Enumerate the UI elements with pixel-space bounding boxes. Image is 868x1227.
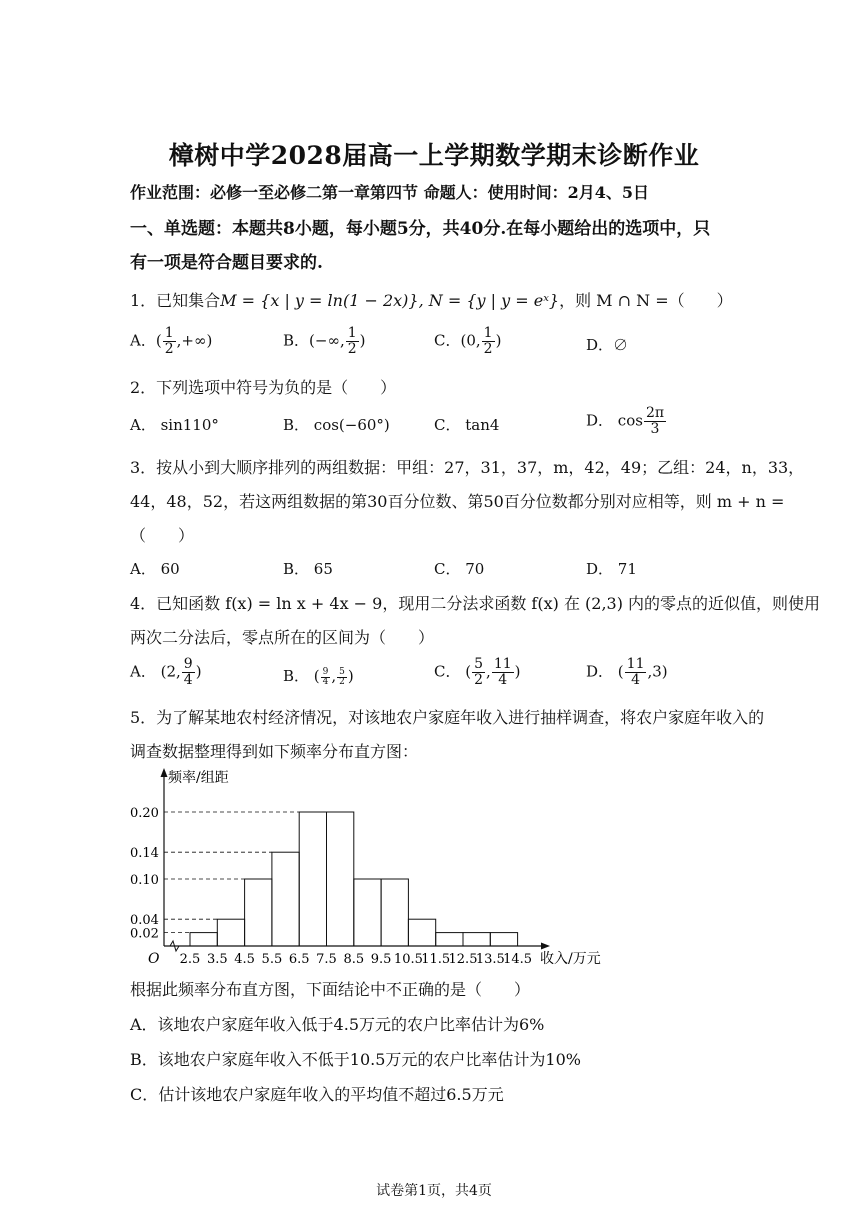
x-tick-label: 7.5 [316, 952, 337, 967]
q1-option-b-num: 1 [347, 325, 357, 341]
q4-option-d-label: D． ( [586, 662, 624, 681]
q2-option-d-fraction [644, 406, 666, 437]
q4-option-b [283, 665, 354, 687]
q1-option-b-den: 2 [347, 341, 357, 357]
x-tick-label: 12.5 [448, 952, 478, 967]
q1-option-b [283, 326, 366, 357]
page-title: 樟树中学2028届高一上学期数学期末诊断作业 [168, 141, 700, 170]
x-tick-label: 2.5 [179, 952, 201, 967]
question-3-line-2: 44，48，52，若这两组数据的第30百分位数、第50百分位数都分别对应相等，则 m + n = [130, 492, 785, 511]
q2-option-d [586, 406, 667, 437]
y-tick-label: 0.20 [130, 806, 159, 821]
q3-option-c: C． 70 [434, 560, 485, 578]
q1-option-b-left: (−∞, [309, 331, 345, 350]
q1-option-b-right: ) [359, 331, 366, 350]
q1-option-d-label: D． [586, 336, 614, 354]
question-5-prompt: 根据此频率分布直方图，下面结论中不正确的是（ ） [130, 980, 531, 999]
q4-option-a-label: A． (2, [130, 662, 181, 681]
q1-option-c-den: 2 [483, 341, 493, 357]
q3-option-d: D． 71 [586, 560, 637, 578]
q4-option-b-n2: 5 [339, 666, 345, 677]
x-tick-labels [180, 952, 532, 967]
q4-option-a-num: 9 [183, 656, 193, 672]
q1-option-c-left: (0, [460, 331, 481, 350]
q4-option-c-label: C． ( [434, 662, 472, 681]
q1-option-c-num: 1 [483, 325, 493, 341]
q1-option-a-den: 2 [164, 341, 174, 357]
question-5-line-2: 调查数据整理得到如下频率分布直方图： [130, 742, 419, 761]
histogram-bar [327, 812, 354, 946]
histogram-bar [490, 933, 517, 946]
x-tick-label: 3.5 [206, 952, 228, 967]
q4-option-c-fraction-1 [472, 657, 485, 688]
histogram-bar [436, 933, 463, 946]
histogram-bar [299, 812, 326, 946]
q1-tail: ，则 M ∩ N =（ ） [559, 291, 733, 310]
q4-option-b-fraction-2 [337, 668, 347, 687]
q3-option-b: B． 65 [283, 560, 333, 578]
section-header-line-2: 有一项是符合题目要求的. [130, 253, 323, 273]
question-5-line-1: 5．为了解某地农村经济情况，对该地农户家庭年收入进行抽样调查，将农户家庭年收入的 [130, 708, 765, 727]
q5-option-b: B．该地农户家庭年收入不低于10.5万元的农户比率估计为10% [130, 1050, 581, 1069]
q1-option-a-left: ( [155, 331, 162, 350]
histogram-bar [408, 919, 435, 946]
q2-option-b: B． cos(−60°) [283, 416, 390, 434]
q4-option-a [130, 657, 202, 688]
x-tick-label: 13.5 [475, 952, 505, 967]
q1-text: 1．已知集合 [130, 291, 221, 310]
y-axis-title: 频率/组距 [168, 770, 229, 786]
x-tick-label: 6.5 [288, 952, 310, 967]
question-2: 2．下列选项中符号为负的是（ ） [130, 378, 397, 397]
x-tick-label: 8.5 [343, 952, 365, 967]
x-axis-arrow [541, 943, 550, 950]
q4-option-c-fraction-2 [492, 657, 514, 688]
histogram-axes [161, 768, 551, 951]
histogram-bars [190, 812, 518, 946]
q4-option-c-d1: 2 [474, 672, 484, 688]
question-4-line-2: 两次二分法后，零点所在的区间为（ ） [130, 628, 435, 647]
q4-option-c-d2: 4 [498, 672, 508, 688]
q1-option-a [130, 326, 212, 357]
q1-option-c-fraction [482, 326, 495, 357]
q5-option-c: C．估计该地农户家庭年收入的平均值不超过6.5万元 [130, 1085, 504, 1104]
y-tick-labels [130, 806, 159, 942]
q4-option-c-n2: 11 [493, 656, 512, 672]
q4-option-a-fraction [182, 657, 195, 688]
q3-option-a: A． 60 [130, 560, 180, 578]
q4-option-d [586, 657, 668, 688]
q2-option-d-label: D． cos [586, 411, 643, 430]
q1-option-a-fraction [163, 326, 176, 357]
q1-option-a-label: A． [130, 331, 156, 350]
histogram-bar [217, 919, 244, 946]
histogram-bar [190, 933, 217, 946]
q2-option-d-den: 3 [650, 421, 660, 437]
question-1 [130, 288, 733, 311]
histogram-guides [164, 812, 299, 933]
histogram-bar [354, 879, 381, 946]
histogram-bar [381, 879, 408, 946]
q4-option-d-fraction [625, 657, 647, 688]
q1-set-n: , N = {y | y = eˣ} [418, 291, 560, 310]
q1-option-c-label: C． [434, 331, 461, 350]
q4-option-d-num: 11 [626, 656, 645, 672]
q4-option-b-mid: , [331, 667, 337, 685]
q4-option-d-den: 4 [631, 672, 641, 688]
q4-option-b-d1: 4 [322, 676, 329, 687]
question-4-line-1: 4．已知函数 f(x) = ln x + 4x − 9，现用二分法求函数 f(x) 在 (2,3) 内的零点的近似值，则使用 [130, 594, 821, 613]
x-tick-label: 5.5 [261, 952, 283, 967]
q4-option-c-right: ) [514, 662, 521, 681]
y-tick-label: 0.14 [130, 846, 159, 862]
q4-option-b-fraction-1 [321, 668, 331, 687]
q4-option-c-mid: , [486, 662, 491, 681]
q1-option-d [586, 334, 628, 355]
q4-option-b-n1: 9 [322, 666, 329, 677]
question-3-line-1: 3．按从小到大顺序排列的两组数据：甲组：27，31，37，m，42，49；乙组：24，n，33， [130, 458, 805, 477]
section-header-line-1: 一、单选题：本题共8小题，每小题5分，共40分.在每小题给出的选项中，只 [130, 219, 711, 239]
y-tick-label: 0.04 [130, 913, 159, 929]
q5-option-a: A．该地农户家庭年收入低于4.5万元的农户比率估计为6% [130, 1015, 545, 1034]
x-tick-label: 9.5 [370, 952, 392, 967]
q4-option-a-den: 4 [183, 672, 193, 688]
q1-set-m: M = {x | y = ln(1 − 2x)} [220, 291, 419, 310]
y-tick-label: 0.02 [130, 926, 159, 942]
q1-option-d-text: ∅ [613, 336, 629, 354]
x-tick-label: 14.5 [503, 952, 533, 967]
q4-option-b-d2: 2 [339, 676, 345, 687]
origin-label: O [148, 951, 160, 967]
x-axis-title: 收入/万元 [540, 951, 601, 967]
frequency-histogram [120, 762, 620, 972]
histogram-bar [463, 933, 490, 946]
question-3-line-3: （ ） [130, 526, 195, 545]
meta-line: 作业范围：必修一至必修二第一章第四节 命题人：使用时间：2月4、5日 [130, 183, 649, 202]
q4-option-a-right: ) [195, 662, 202, 681]
q4-option-c-n1: 5 [474, 656, 484, 672]
q1-option-c-right: ) [495, 331, 502, 350]
q4-option-b-label: B． ( [283, 667, 320, 685]
q1-option-a-num: 1 [164, 325, 174, 341]
q1-option-c [434, 326, 501, 357]
q4-option-d-right: ,3) [647, 662, 668, 681]
histogram-bar [272, 852, 299, 946]
x-tick-label: 11.5 [421, 952, 451, 967]
y-axis-arrow [161, 768, 168, 777]
histogram-bar [245, 879, 272, 946]
q1-option-a-right: ,+∞) [176, 331, 213, 350]
q2-option-a: A． sin110° [130, 416, 219, 434]
q4-option-b-right: ) [347, 667, 354, 685]
x-tick-label: 10.5 [393, 952, 423, 967]
q2-option-d-num: 2π [645, 405, 665, 421]
q1-option-b-fraction [346, 326, 359, 357]
q2-option-c: C． tan4 [434, 416, 500, 434]
q1-option-b-label: B． [283, 331, 310, 350]
x-tick-label: 4.5 [234, 952, 255, 967]
q4-option-c [434, 657, 521, 688]
y-tick-label: 0.10 [130, 873, 159, 888]
page-footer: 试卷第1页，共4页 [376, 1183, 492, 1199]
